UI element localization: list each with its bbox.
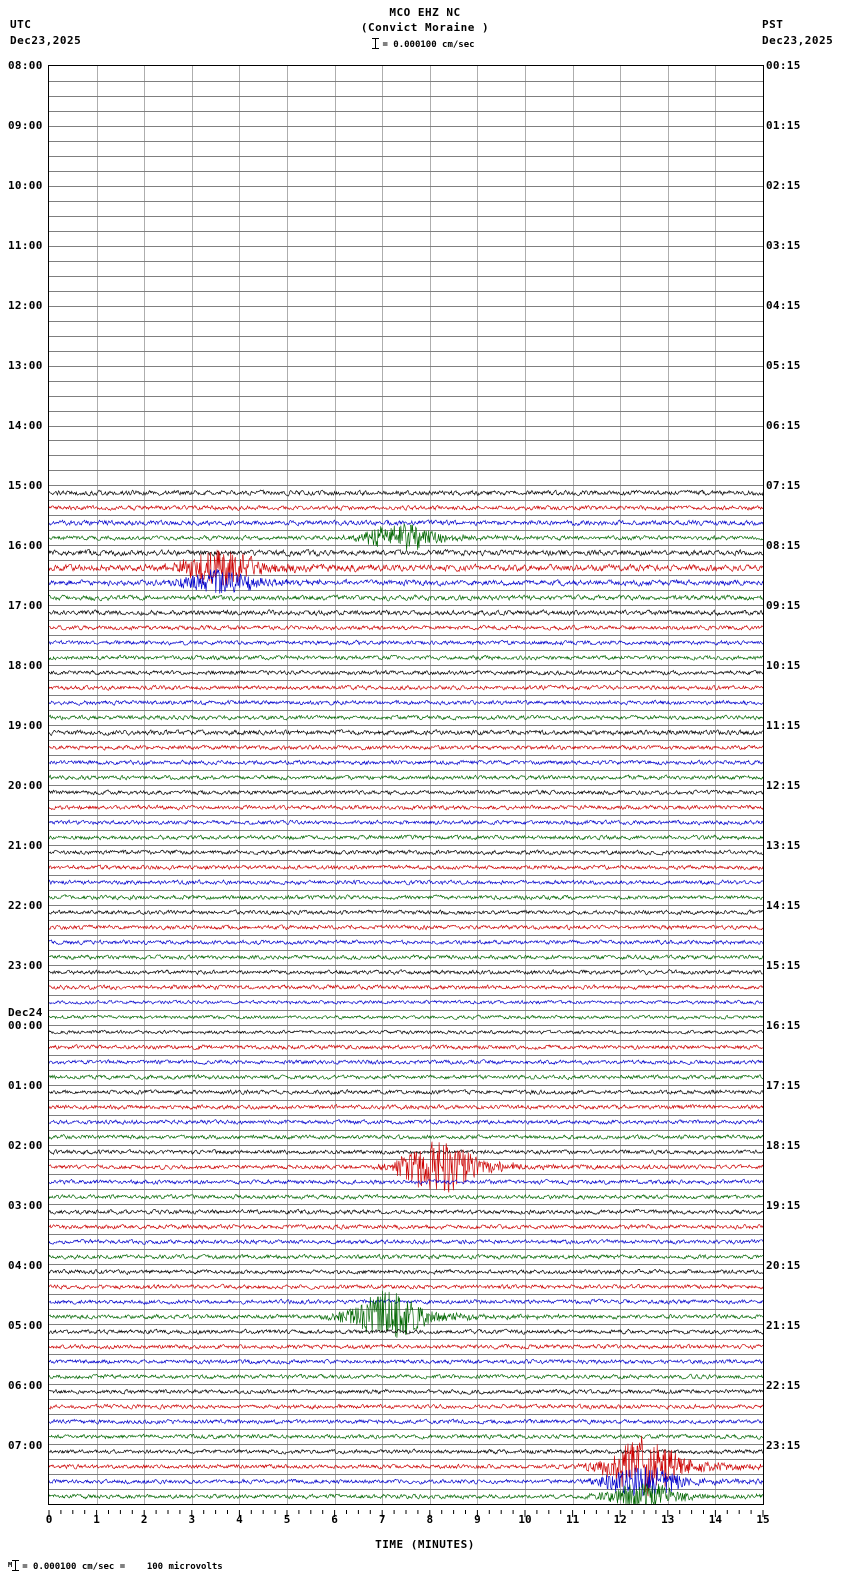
utc-time-label: 13:00 xyxy=(8,359,43,372)
trace-line xyxy=(49,549,763,556)
trace-line xyxy=(49,640,763,645)
trace-line xyxy=(49,1389,763,1394)
trace-line xyxy=(49,970,763,975)
trace-line xyxy=(49,1209,763,1214)
utc-time-label: 09:00 xyxy=(8,119,43,132)
pst-time-label: 14:15 xyxy=(766,899,801,912)
trace-line xyxy=(49,1194,763,1199)
x-tick-label: 2 xyxy=(140,1513,148,1526)
station-subtitle: (Convict Moraine ) xyxy=(360,21,490,34)
scale-bar-icon xyxy=(375,38,376,49)
trace-line xyxy=(49,490,763,496)
trace-line xyxy=(49,524,763,550)
x-axis-ticks xyxy=(48,1510,764,1520)
x-tick-label: 7 xyxy=(378,1513,386,1526)
trace-line xyxy=(49,760,763,765)
x-tick-label: 3 xyxy=(188,1513,196,1526)
trace-line xyxy=(49,595,763,601)
trace-line xyxy=(49,1224,763,1229)
trace-line xyxy=(49,610,763,616)
trace-line xyxy=(49,1142,763,1193)
trace-line xyxy=(49,955,763,960)
scale-indicator xyxy=(0,38,850,50)
pst-time-label: 12:15 xyxy=(766,779,801,792)
trace-line xyxy=(49,715,763,720)
pst-time-label: 06:15 xyxy=(766,419,801,432)
pst-time-label: 03:15 xyxy=(766,239,801,252)
pst-time-label: 23:15 xyxy=(766,1439,801,1452)
trace-line xyxy=(49,1015,763,1019)
trace-line xyxy=(49,820,763,825)
pst-time-label: 10:15 xyxy=(766,659,801,672)
utc-time-label: 07:00 xyxy=(8,1439,43,1452)
pst-time-label: 09:15 xyxy=(766,599,801,612)
pst-time-label: 17:15 xyxy=(766,1079,801,1092)
utc-time-label: 11:00 xyxy=(8,239,43,252)
footer-text: = 0.000100 cm/sec = 100 microvolts xyxy=(22,1562,223,1572)
trace-line xyxy=(49,880,763,885)
utc-time-label: 00:00 xyxy=(8,1019,43,1032)
x-tick-label: 11 xyxy=(565,1513,580,1526)
utc-time-label: 20:00 xyxy=(8,779,43,792)
trace-line xyxy=(49,1239,763,1244)
trace-line xyxy=(49,670,763,675)
trace-line xyxy=(49,1404,763,1409)
x-tick-label: 0 xyxy=(45,1513,53,1526)
trace-line xyxy=(49,865,763,870)
pst-time-label: 01:15 xyxy=(766,119,801,132)
trace-line xyxy=(49,1030,763,1034)
pst-time-label: 13:15 xyxy=(766,839,801,852)
trace-line xyxy=(49,685,763,690)
utc-time-label: 08:00 xyxy=(8,59,43,72)
trace-line xyxy=(49,1329,763,1334)
trace-line xyxy=(49,569,763,594)
trace-line xyxy=(49,1179,763,1184)
utc-time-label: 19:00 xyxy=(8,719,43,732)
pst-date: Dec23,2025 xyxy=(762,34,834,47)
utc-label: UTC xyxy=(10,18,32,31)
utc-time-label: 18:00 xyxy=(8,659,43,672)
trace-line xyxy=(49,1359,763,1364)
seismogram-plot[interactable] xyxy=(48,65,764,1505)
pst-time-label: 21:15 xyxy=(766,1319,801,1332)
trace-line xyxy=(49,850,763,855)
trace-line xyxy=(49,1135,763,1140)
x-tick-label: 1 xyxy=(93,1513,100,1526)
utc-time-label: 02:00 xyxy=(8,1139,43,1152)
trace-line xyxy=(49,1075,763,1080)
trace-line xyxy=(49,835,763,840)
trace-line xyxy=(49,655,763,660)
trace-line xyxy=(49,790,763,795)
pst-time-label: 04:15 xyxy=(766,299,801,312)
trace-line xyxy=(49,700,763,705)
trace-line xyxy=(49,925,763,930)
x-axis-title: TIME (MINUTES) xyxy=(375,1538,475,1551)
trace-line xyxy=(49,1045,763,1050)
footer-scale-note xyxy=(8,1560,223,1572)
trace-line xyxy=(49,1419,763,1424)
utc-time-label: 04:00 xyxy=(8,1259,43,1272)
x-tick-label: 6 xyxy=(331,1513,338,1526)
pst-time-label: 11:15 xyxy=(766,719,801,732)
utc-time-label: 16:00 xyxy=(8,539,43,552)
pst-time-label: 02:15 xyxy=(766,179,801,192)
trace-line xyxy=(49,625,763,630)
utc-time-label: 12:00 xyxy=(8,299,43,312)
pst-time-label: 05:15 xyxy=(766,359,801,372)
trace-line xyxy=(49,1060,763,1065)
trace-line xyxy=(49,1284,763,1289)
utc-time-label: 03:00 xyxy=(8,1199,43,1212)
pst-label: PST xyxy=(762,18,784,31)
x-tick-label: 4 xyxy=(236,1513,243,1526)
pst-time-label: 07:15 xyxy=(766,479,801,492)
pst-time-label: 19:15 xyxy=(766,1199,801,1212)
x-tick-label: 14 xyxy=(708,1513,723,1526)
pst-time-label: 18:15 xyxy=(766,1139,801,1152)
pst-time-label: 16:15 xyxy=(766,1019,801,1032)
trace-line xyxy=(49,1269,763,1274)
trace-line xyxy=(49,520,763,526)
trace-line xyxy=(49,1254,763,1259)
pst-time-label: 15:15 xyxy=(766,959,801,972)
trace-line xyxy=(49,985,763,990)
utc-date: Dec23,2025 xyxy=(10,34,82,47)
trace-line xyxy=(49,805,763,810)
trace-line xyxy=(49,745,763,750)
trace-line xyxy=(49,1120,763,1125)
station-title: MCO EHZ NC xyxy=(389,6,461,19)
trace-line xyxy=(49,775,763,780)
utc-time-label: 01:00 xyxy=(8,1079,43,1092)
trace-line xyxy=(49,1105,763,1110)
utc-time-label: 21:00 xyxy=(8,839,43,852)
trace-line xyxy=(49,910,763,915)
x-tick-label: 12 xyxy=(613,1513,627,1526)
trace-line xyxy=(49,1299,763,1304)
utc-time-label: 06:00 xyxy=(8,1379,43,1392)
trace-line xyxy=(49,1090,763,1095)
trace-line xyxy=(49,505,763,510)
utc-time-label: 22:00 xyxy=(8,899,43,912)
utc-time-label: 14:00 xyxy=(8,419,43,432)
x-tick-label: 5 xyxy=(283,1513,291,1526)
utc-time-label: 15:00 xyxy=(8,479,43,492)
trace-line xyxy=(49,895,763,900)
trace-line xyxy=(49,1434,763,1439)
utc-time-label: 17:00 xyxy=(8,599,43,612)
pst-time-label: 08:15 xyxy=(766,539,801,552)
utc-time-label: 10:00 xyxy=(8,179,43,192)
trace-line xyxy=(49,730,763,736)
trace-line xyxy=(49,1150,763,1155)
trace-line xyxy=(49,1344,763,1349)
trace-line xyxy=(49,940,763,945)
pst-time-label: 22:15 xyxy=(766,1379,801,1392)
seismogram-canvas xyxy=(49,66,763,1504)
footer-prefix: M xyxy=(8,1561,13,1569)
x-tick-label: 9 xyxy=(474,1513,481,1526)
trace-line xyxy=(49,1374,763,1379)
pst-time-label: 00:15 xyxy=(766,59,801,72)
trace-line xyxy=(49,1000,763,1004)
pst-time-label: 20:15 xyxy=(766,1259,801,1272)
utc-time-label: 23:00 xyxy=(8,959,43,972)
x-axis xyxy=(45,1505,770,1526)
trace-line xyxy=(49,1449,763,1454)
footer-scale-bar-icon xyxy=(15,1560,16,1571)
utc-day-marker: Dec24 xyxy=(8,1006,43,1019)
x-tick-label: 10 xyxy=(518,1513,532,1526)
x-tick-label: 8 xyxy=(426,1513,434,1526)
utc-time-label: 05:00 xyxy=(8,1319,43,1332)
x-tick-label: 13 xyxy=(661,1513,675,1526)
scale-text: = 0.000100 cm/sec xyxy=(382,40,475,50)
trace-line xyxy=(49,1291,763,1338)
x-tick-label: 15 xyxy=(756,1513,770,1526)
